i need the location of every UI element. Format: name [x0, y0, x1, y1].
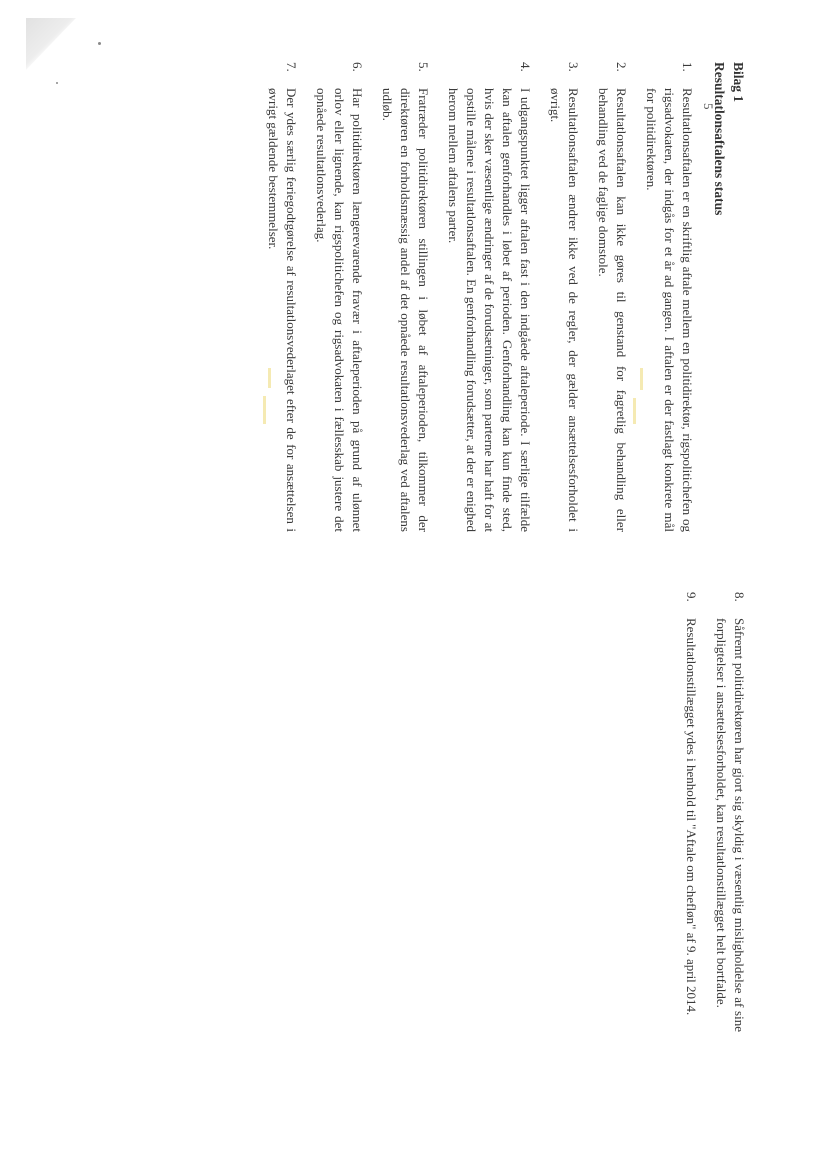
item-text: Resultatlonsaftalen er en skriftlig aftale mellem en politidirektør, rigspolitichefen og rigsadvokaten, der indgås for et år ad gangen. I aftalen er der fastlagt konkrete mål for politidirektøren.: [644, 88, 695, 532]
left-column: [68, 62, 748, 532]
item-text: Har politidirektøren længerevarende fravær i aftaleperioden på grund af ulønnet orlov eller lignende, kan rigspolitichefen og rigsadvokaten i fællesskab justere det opnåede resultatlonsvederlag.: [314, 88, 365, 532]
item-number: 9.: [684, 592, 699, 602]
item-text: Resultatlonsaftalen ændrer ikke ved de regler, der gælder ansættelsesforholdet i øvrigt.: [548, 88, 581, 532]
item-number: 6.: [350, 62, 365, 72]
item-number: 3.: [566, 62, 581, 72]
list-item: [594, 62, 630, 532]
heading-line-2: Resultatlonsaftalens status: [712, 62, 727, 216]
item-number: 8.: [732, 592, 747, 602]
item-text: Fratræder politidirektøren stillingen i løbet af aftaleperioden, tilkommer der direktøren en forholdsmæssig andel af det opnåede resultatlonsvederlag ved aftalens udløb.: [380, 88, 431, 532]
scan-speck: [98, 42, 101, 45]
list-item: [546, 62, 582, 532]
item-text: Resultatlonsaftalen kan ikke gøres til genstand for fagretlig behandling eller behandling ved de faglige domstole.: [596, 88, 629, 532]
item-number: 7.: [284, 62, 299, 72]
list-item: [682, 592, 700, 1032]
item-text: Resultatlonstillægget ydes i henhold til "Aftale om chefløn" af 9. april 2014.: [684, 618, 699, 1016]
right-column: [68, 592, 748, 1032]
item-number: 4.: [518, 62, 533, 72]
item-text: I udgangspunktet ligger aftalen fast i den indgåede aftaleperiode. I særlige tilfælde kan aftalen genforhandles i løbet af perioden. Genforhandling kan kun finde sted, hvis der sker væsentlige ændringer af de forudsætninger, som parterne har haft for at opstille målene i resultatlonsaftalen. En genforhandling forudsætter, at der er enighed herom mellem aftalens parter.: [446, 88, 533, 532]
list-item: [712, 592, 748, 1032]
list-item: [264, 62, 300, 532]
item-number: 5.: [416, 62, 431, 72]
item-number: 2.: [614, 62, 629, 72]
scan-speck: [56, 82, 58, 84]
heading-line-1: Bilag 1: [731, 62, 746, 103]
list-item: [642, 62, 696, 532]
item-text: Såfremt politidirektøren har gjort sig skyldig i væsentlig misligholdelse af sine forpligtelser i ansættelsesforholdet, kan resultatlonstillægget helt bortfalde.: [714, 618, 747, 1032]
item-text: Der ydes særlig feriegodtgørelse af resultatlonsvederlaget efter de for ansættelsen i øvrigt gældende bestemmelser.: [266, 88, 299, 532]
list-item: [378, 62, 432, 532]
rotated-page-content: [68, 62, 748, 1072]
list-item: [444, 62, 534, 532]
item-number: 1.: [680, 62, 695, 72]
section-heading: [710, 62, 748, 532]
list-item: [312, 62, 366, 532]
page-number: 5: [701, 103, 716, 110]
